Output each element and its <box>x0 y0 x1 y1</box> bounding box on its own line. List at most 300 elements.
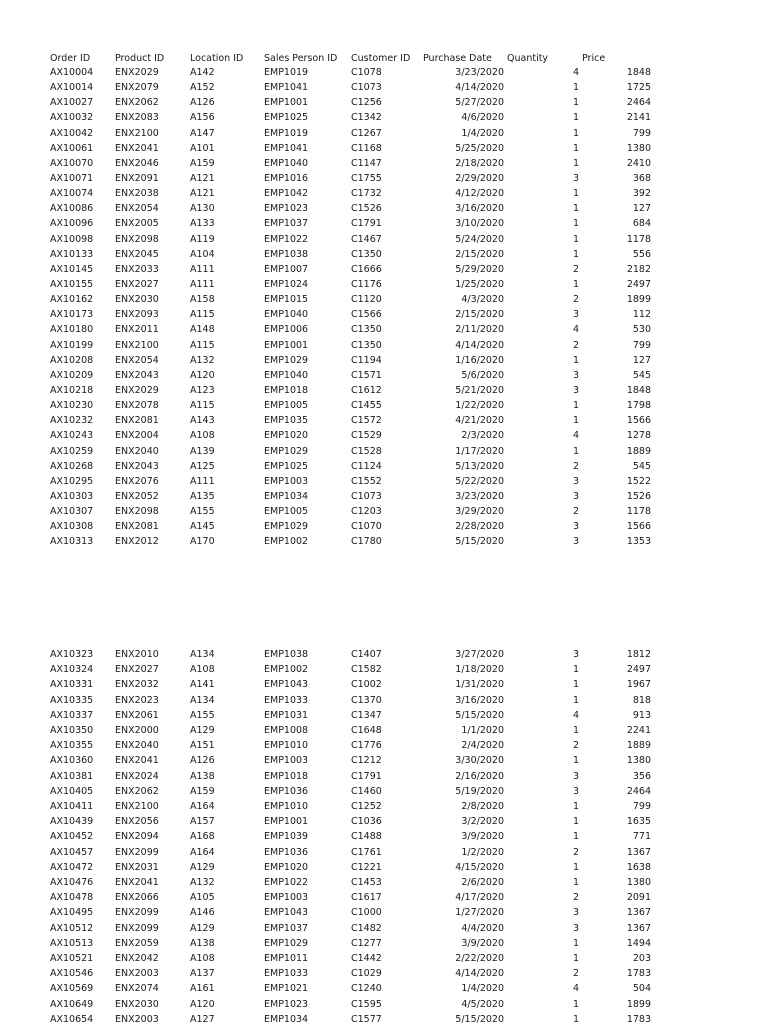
location-id-cell: A164 <box>190 846 215 858</box>
location-id-cell: A145 <box>190 521 215 533</box>
sales-person-id-cell: EMP1010 <box>264 740 309 752</box>
order-id-cell: AX10173 <box>50 309 94 321</box>
location-id-cell: A157 <box>190 816 215 828</box>
customer-id-cell: C1529 <box>351 430 382 442</box>
quantity-cell: 1 <box>572 861 579 873</box>
table-row <box>0 202 768 215</box>
location-id-cell: A141 <box>190 679 215 691</box>
customer-id-cell: C1350 <box>351 248 382 260</box>
sales-person-id-cell: EMP1036 <box>264 846 309 858</box>
sales-person-id-cell: EMP1008 <box>264 725 309 736</box>
purchase-date-cell: 1/22/2020 <box>455 400 504 412</box>
purchase-date-cell: 2/11/2020 <box>455 324 504 336</box>
order-id-cell: AX10313 <box>50 536 94 548</box>
product-id-cell: ENX2043 <box>115 460 159 472</box>
location-id-cell: A111 <box>190 278 215 290</box>
order-id-cell: AX10295 <box>50 475 94 487</box>
sales-person-id-cell: EMP1043 <box>264 907 309 919</box>
location-id-cell: A132 <box>190 354 215 366</box>
quantity-cell: 4 <box>572 67 579 78</box>
table-row <box>0 187 768 200</box>
price-cell: 913 <box>632 709 651 721</box>
table-row <box>0 399 768 412</box>
table-row <box>0 384 768 397</box>
quantity-cell: 1 <box>572 142 579 154</box>
quantity-cell: 1 <box>572 679 579 691</box>
quantity-cell: 1 <box>572 112 579 124</box>
quantity-cell: 4 <box>572 709 579 721</box>
price-cell: 1783 <box>626 1013 651 1025</box>
sales-person-id-cell: EMP1038 <box>264 248 309 260</box>
customer-id-cell: C1582 <box>351 664 382 676</box>
location-id-cell: A111 <box>190 263 215 275</box>
order-id-cell: AX10439 <box>50 816 94 828</box>
quantity-cell: 2 <box>572 339 579 351</box>
table-row <box>0 770 768 783</box>
location-id-cell: A147 <box>190 127 215 139</box>
customer-id-cell: C1267 <box>351 127 382 139</box>
price-cell: 1889 <box>626 740 651 752</box>
order-id-cell: AX10243 <box>50 430 94 442</box>
customer-id-cell: C1036 <box>351 816 382 828</box>
price-cell: 1380 <box>626 142 651 154</box>
location-id-cell: A142 <box>190 67 215 78</box>
order-id-cell: AX10649 <box>50 998 94 1010</box>
price-cell: 504 <box>632 983 651 995</box>
purchase-date-cell: 4/12/2020 <box>455 188 504 200</box>
purchase-date-cell: 4/4/2020 <box>461 922 504 934</box>
location-id-cell: A161 <box>190 983 215 995</box>
product-id-cell: ENX2100 <box>115 801 159 812</box>
customer-id-cell: C1407 <box>351 649 382 660</box>
product-id-cell: ENX2091 <box>115 172 159 184</box>
order-id-cell: AX10476 <box>50 877 94 888</box>
quantity-cell: 1 <box>572 816 579 828</box>
price-cell: 1967 <box>626 679 651 691</box>
location-id-cell: A133 <box>190 218 215 230</box>
price-cell: 530 <box>632 324 651 336</box>
price-cell: 799 <box>632 801 651 812</box>
location-id-cell: A135 <box>190 490 215 502</box>
location-id-cell: A121 <box>190 172 215 184</box>
quantity-cell: 3 <box>572 309 579 321</box>
table-row <box>0 217 768 230</box>
product-id-cell: ENX2024 <box>115 770 159 782</box>
price-cell: 1380 <box>626 877 651 888</box>
customer-id-cell: C1194 <box>351 354 382 366</box>
table-row <box>0 785 768 798</box>
quantity-cell: 1 <box>572 415 579 427</box>
purchase-date-cell: 2/15/2020 <box>455 248 504 260</box>
table-row <box>0 982 768 995</box>
price-cell: 1798 <box>626 400 651 412</box>
table-row <box>0 891 768 904</box>
location-id-cell: A119 <box>190 233 215 245</box>
product-id-cell: ENX2041 <box>115 142 159 154</box>
product-id-cell: ENX2030 <box>115 998 159 1010</box>
header-purchase-date: Purchase Date <box>423 53 492 64</box>
customer-id-cell: C1256 <box>351 97 382 109</box>
order-id-cell: AX10042 <box>50 127 94 139</box>
price-cell: 1889 <box>626 445 651 457</box>
order-id-cell: AX10096 <box>50 218 94 230</box>
product-id-cell: ENX2029 <box>115 67 159 78</box>
order-id-cell: AX10513 <box>50 937 94 949</box>
table-row <box>0 830 768 843</box>
table-row <box>0 142 768 155</box>
table-row <box>0 263 768 276</box>
order-id-cell: AX10335 <box>50 694 94 706</box>
order-id-cell: AX10457 <box>50 846 94 858</box>
customer-id-cell: C1350 <box>351 324 382 336</box>
quantity-cell: 3 <box>572 369 579 381</box>
location-id-cell: A156 <box>190 112 215 124</box>
customer-id-cell: C1203 <box>351 506 382 518</box>
purchase-date-cell: 1/1/2020 <box>461 725 504 736</box>
purchase-date-cell: 2/3/2020 <box>461 430 504 442</box>
location-id-cell: A134 <box>190 649 215 660</box>
purchase-date-cell: 3/30/2020 <box>455 755 504 767</box>
product-id-cell: ENX2038 <box>115 188 159 200</box>
customer-id-cell: C1453 <box>351 877 382 888</box>
product-id-cell: ENX2003 <box>115 968 159 980</box>
sales-person-id-cell: EMP1007 <box>264 263 309 275</box>
table-row <box>0 293 768 306</box>
quantity-cell: 2 <box>572 506 579 518</box>
product-id-cell: ENX2100 <box>115 339 159 351</box>
quantity-cell: 2 <box>572 892 579 904</box>
sales-person-id-cell: EMP1005 <box>264 506 309 518</box>
table-row <box>0 157 768 170</box>
product-id-cell: ENX2083 <box>115 112 159 124</box>
table-row <box>0 754 768 767</box>
price-cell: 545 <box>632 460 651 472</box>
purchase-date-cell: 4/14/2020 <box>455 968 504 980</box>
quantity-cell: 1 <box>572 278 579 290</box>
sales-person-id-cell: EMP1003 <box>264 755 309 767</box>
table-row <box>0 952 768 965</box>
purchase-date-cell: 2/8/2020 <box>461 801 504 812</box>
product-id-cell: ENX2011 <box>115 324 159 336</box>
table-row <box>0 278 768 291</box>
sales-person-id-cell: EMP1024 <box>264 278 309 290</box>
product-id-cell: ENX2043 <box>115 369 159 381</box>
table-row <box>0 998 768 1011</box>
customer-id-cell: C1552 <box>351 475 382 487</box>
quantity-cell: 2 <box>572 846 579 858</box>
order-id-cell: AX10411 <box>50 801 94 812</box>
order-id-cell: AX10199 <box>50 339 94 351</box>
product-id-cell: ENX2078 <box>115 400 159 412</box>
quantity-cell: 1 <box>572 998 579 1010</box>
product-id-cell: ENX2004 <box>115 430 159 442</box>
quantity-cell: 1 <box>572 877 579 888</box>
location-id-cell: A155 <box>190 709 215 721</box>
order-id-cell: AX10546 <box>50 968 94 980</box>
sales-person-id-cell: EMP1031 <box>264 709 309 721</box>
sales-person-id-cell: EMP1003 <box>264 475 309 487</box>
order-id-cell: AX10331 <box>50 679 94 691</box>
purchase-date-cell: 4/6/2020 <box>461 112 504 124</box>
purchase-date-cell: 3/23/2020 <box>455 490 504 502</box>
purchase-date-cell: 4/5/2020 <box>461 998 504 1010</box>
location-id-cell: A108 <box>190 430 215 442</box>
order-id-cell: AX10521 <box>50 953 94 964</box>
customer-id-cell: C1571 <box>351 369 382 381</box>
purchase-date-cell: 1/25/2020 <box>455 278 504 290</box>
table-row <box>0 724 768 737</box>
order-id-cell: AX10218 <box>50 384 94 396</box>
purchase-date-cell: 1/4/2020 <box>461 983 504 995</box>
customer-id-cell: C1168 <box>351 142 382 154</box>
sales-person-id-cell: EMP1001 <box>264 97 309 109</box>
price-cell: 203 <box>632 953 651 964</box>
table-row <box>0 906 768 919</box>
purchase-date-cell: 5/22/2020 <box>455 475 504 487</box>
customer-id-cell: C1350 <box>351 339 382 351</box>
quantity-cell: 2 <box>572 294 579 306</box>
table-row <box>0 937 768 950</box>
sales-person-id-cell: EMP1041 <box>264 82 309 94</box>
sales-person-id-cell: EMP1029 <box>264 445 309 457</box>
table-row <box>0 233 768 246</box>
purchase-date-cell: 2/6/2020 <box>461 877 504 888</box>
table-row <box>0 308 768 321</box>
table-row <box>0 66 768 79</box>
price-cell: 1367 <box>626 907 651 919</box>
purchase-date-cell: 2/22/2020 <box>455 953 504 964</box>
product-id-cell: ENX2100 <box>115 127 159 139</box>
location-id-cell: A143 <box>190 415 215 427</box>
price-cell: 2464 <box>626 785 651 797</box>
sales-person-id-cell: EMP1036 <box>264 785 309 797</box>
quantity-cell: 1 <box>572 445 579 457</box>
sales-person-id-cell: EMP1006 <box>264 324 309 336</box>
order-id-cell: AX10355 <box>50 740 94 752</box>
quantity-cell: 1 <box>572 953 579 964</box>
customer-id-cell: C1073 <box>351 490 382 502</box>
purchase-date-cell: 1/2/2020 <box>461 846 504 858</box>
order-id-cell: AX10495 <box>50 907 94 919</box>
price-cell: 1367 <box>626 846 651 858</box>
sales-person-id-cell: EMP1002 <box>264 664 309 676</box>
order-id-cell: AX10307 <box>50 506 94 518</box>
sales-person-id-cell: EMP1025 <box>264 460 309 472</box>
price-cell: 2497 <box>626 664 651 676</box>
sales-person-id-cell: EMP1020 <box>264 430 309 442</box>
order-id-cell: AX10180 <box>50 324 94 336</box>
location-id-cell: A159 <box>190 785 215 797</box>
price-cell: 1380 <box>626 755 651 767</box>
table-row <box>0 694 768 707</box>
purchase-date-cell: 1/18/2020 <box>455 664 504 676</box>
purchase-date-cell: 5/6/2020 <box>461 369 504 381</box>
order-id-cell: AX10405 <box>50 785 94 797</box>
quantity-cell: 1 <box>572 694 579 706</box>
product-id-cell: ENX2081 <box>115 415 159 427</box>
order-id-cell: AX10381 <box>50 770 94 782</box>
table-row <box>0 648 768 661</box>
quantity-cell: 2 <box>572 460 579 472</box>
location-id-cell: A137 <box>190 968 215 980</box>
purchase-date-cell: 4/14/2020 <box>455 339 504 351</box>
location-id-cell: A138 <box>190 937 215 949</box>
customer-id-cell: C1526 <box>351 203 382 215</box>
purchase-date-cell: 4/14/2020 <box>455 82 504 94</box>
purchase-date-cell: 2/29/2020 <box>455 172 504 184</box>
purchase-date-cell: 1/17/2020 <box>455 445 504 457</box>
table-row <box>0 490 768 503</box>
order-id-cell: AX10268 <box>50 460 94 472</box>
customer-id-cell: C1791 <box>351 218 382 230</box>
price-cell: 799 <box>632 339 651 351</box>
sales-person-id-cell: EMP1040 <box>264 369 309 381</box>
table-row <box>0 520 768 533</box>
location-id-cell: A115 <box>190 309 215 321</box>
product-id-cell: ENX2056 <box>115 816 159 828</box>
customer-id-cell: C1347 <box>351 709 382 721</box>
price-cell: 1566 <box>626 415 651 427</box>
customer-id-cell: C1277 <box>351 937 382 949</box>
quantity-cell: 1 <box>572 97 579 109</box>
customer-id-cell: C1761 <box>351 846 382 858</box>
table-row <box>0 339 768 352</box>
location-id-cell: A164 <box>190 801 215 812</box>
quantity-cell: 1 <box>572 82 579 94</box>
table-row <box>0 96 768 109</box>
purchase-date-cell: 5/24/2020 <box>455 233 504 245</box>
table-row <box>0 429 768 442</box>
price-cell: 556 <box>632 248 651 260</box>
header-customer-id: Customer ID <box>351 53 411 64</box>
sales-person-id-cell: EMP1039 <box>264 831 309 843</box>
product-id-cell: ENX2079 <box>115 82 159 94</box>
purchase-date-cell: 4/17/2020 <box>455 892 504 904</box>
product-id-cell: ENX2074 <box>115 983 159 995</box>
customer-id-cell: C1002 <box>351 679 382 691</box>
location-id-cell: A115 <box>190 400 215 412</box>
product-id-cell: ENX2093 <box>115 309 159 321</box>
price-cell: 1638 <box>626 861 651 873</box>
sales-person-id-cell: EMP1022 <box>264 877 309 888</box>
location-id-cell: A170 <box>190 536 215 548</box>
quantity-cell: 1 <box>572 664 579 676</box>
sales-person-id-cell: EMP1023 <box>264 203 309 215</box>
price-cell: 1526 <box>626 490 651 502</box>
location-id-cell: A138 <box>190 770 215 782</box>
product-id-cell: ENX2030 <box>115 294 159 306</box>
customer-id-cell: C1612 <box>351 384 382 396</box>
location-id-cell: A108 <box>190 953 215 964</box>
customer-id-cell: C1791 <box>351 770 382 782</box>
sales-person-id-cell: EMP1033 <box>264 968 309 980</box>
customer-id-cell: C1460 <box>351 785 382 797</box>
sales-person-id-cell: EMP1040 <box>264 157 309 169</box>
location-id-cell: A123 <box>190 384 215 396</box>
customer-id-cell: C1666 <box>351 263 382 275</box>
purchase-date-cell: 3/10/2020 <box>455 218 504 230</box>
quantity-cell: 3 <box>572 785 579 797</box>
purchase-date-cell: 5/27/2020 <box>455 97 504 109</box>
product-id-cell: ENX2033 <box>115 263 159 275</box>
purchase-date-cell: 2/28/2020 <box>455 521 504 533</box>
sales-person-id-cell: EMP1041 <box>264 142 309 154</box>
quantity-cell: 3 <box>572 384 579 396</box>
quantity-cell: 3 <box>572 907 579 919</box>
table-row <box>0 354 768 367</box>
location-id-cell: A127 <box>190 1013 215 1025</box>
table-row <box>0 800 768 813</box>
location-id-cell: A148 <box>190 324 215 336</box>
customer-id-cell: C1467 <box>351 233 382 245</box>
product-id-cell: ENX2062 <box>115 785 159 797</box>
location-id-cell: A111 <box>190 475 215 487</box>
location-id-cell: A134 <box>190 694 215 706</box>
quantity-cell: 3 <box>572 922 579 934</box>
purchase-date-cell: 2/18/2020 <box>455 157 504 169</box>
product-id-cell: ENX2029 <box>115 384 159 396</box>
table-row <box>0 460 768 473</box>
purchase-date-cell: 5/21/2020 <box>455 384 504 396</box>
sales-person-id-cell: EMP1023 <box>264 998 309 1010</box>
customer-id-cell: C1442 <box>351 953 382 964</box>
product-id-cell: ENX2066 <box>115 892 159 904</box>
customer-id-cell: C1595 <box>351 998 382 1010</box>
price-cell: 1725 <box>626 82 651 94</box>
table-row <box>0 739 768 752</box>
price-cell: 1178 <box>626 506 651 518</box>
quantity-cell: 1 <box>572 127 579 139</box>
order-id-cell: AX10350 <box>50 725 94 736</box>
sales-person-id-cell: EMP1025 <box>264 112 309 124</box>
customer-id-cell: C1482 <box>351 922 382 934</box>
sales-person-id-cell: EMP1043 <box>264 679 309 691</box>
quantity-cell: 1 <box>572 188 579 200</box>
price-cell: 1278 <box>626 430 651 442</box>
order-id-cell: AX10162 <box>50 294 94 306</box>
price-cell: 1783 <box>626 968 651 980</box>
purchase-date-cell: 5/19/2020 <box>455 785 504 797</box>
price-cell: 2091 <box>626 892 651 904</box>
quantity-cell: 3 <box>572 649 579 660</box>
customer-id-cell: C1078 <box>351 67 382 78</box>
product-id-cell: ENX2098 <box>115 506 159 518</box>
product-id-cell: ENX2061 <box>115 709 159 721</box>
order-id-cell: AX10324 <box>50 664 94 676</box>
location-id-cell: A129 <box>190 725 215 736</box>
location-id-cell: A129 <box>190 861 215 873</box>
order-id-cell: AX10360 <box>50 755 94 767</box>
purchase-date-cell: 3/29/2020 <box>455 506 504 518</box>
quantity-cell: 1 <box>572 218 579 230</box>
customer-id-cell: C1488 <box>351 831 382 843</box>
location-id-cell: A151 <box>190 740 215 752</box>
purchase-date-cell: 3/9/2020 <box>461 831 504 843</box>
table-row <box>0 323 768 336</box>
location-id-cell: A101 <box>190 142 215 154</box>
purchase-date-cell: 5/15/2020 <box>455 1013 504 1025</box>
customer-id-cell: C1572 <box>351 415 382 427</box>
customer-id-cell: C1120 <box>351 294 382 306</box>
product-id-cell: ENX2062 <box>115 97 159 109</box>
purchase-date-cell: 3/2/2020 <box>461 816 504 828</box>
header-price: Price <box>582 53 606 64</box>
sales-person-id-cell: EMP1029 <box>264 354 309 366</box>
purchase-date-cell: 4/3/2020 <box>461 294 504 306</box>
order-id-cell: AX10098 <box>50 233 94 245</box>
location-id-cell: A158 <box>190 294 215 306</box>
customer-id-cell: C1073 <box>351 82 382 94</box>
